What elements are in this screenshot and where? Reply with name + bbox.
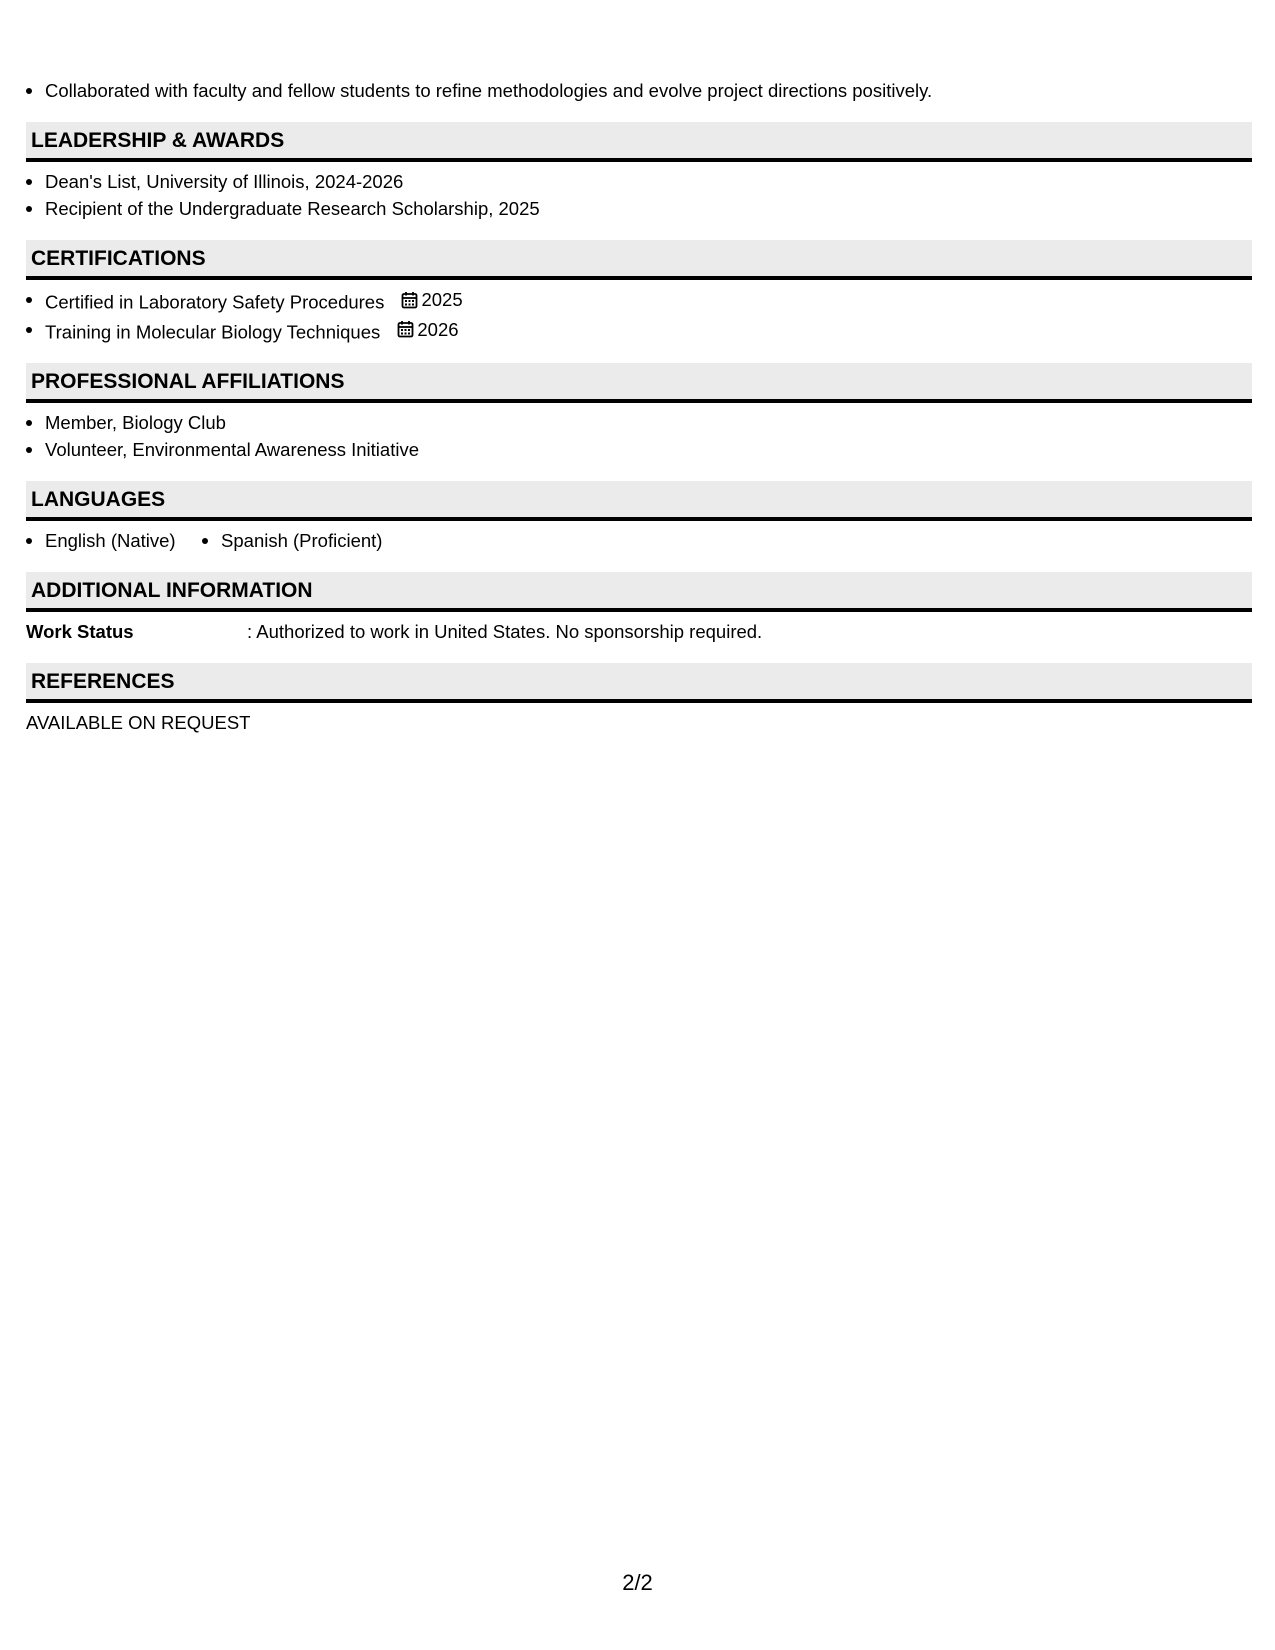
list-item: Volunteer, Environmental Awareness Initiative (26, 436, 1252, 463)
certification-name: Certified in Laboratory Safety Procedures (45, 291, 385, 313)
list-item: Member, Biology Club (26, 409, 1252, 436)
resume-page (26, 0, 1252, 736)
calendar-icon (401, 291, 418, 309)
page-number: 2/2 (622, 1570, 653, 1595)
project-bullets (26, 77, 1252, 104)
section-heading-additional: ADDITIONAL INFORMATION (26, 572, 1252, 612)
certification-item (26, 286, 1252, 316)
certification-name: Training in Molecular Biology Techniques (45, 321, 381, 342)
leadership-list (26, 168, 1252, 222)
section-heading-certifications: CERTIFICATIONS (26, 240, 1252, 280)
certification-year: 2025 (421, 289, 463, 310)
work-status-label: Work Status (26, 621, 134, 642)
language-item: English (Native) (26, 527, 176, 554)
certification-date (397, 316, 458, 343)
section-heading-leadership: LEADERSHIP & AWARDS (26, 122, 1252, 162)
work-status-value: : Authorized to work in United States. No sponsorship required. (247, 621, 763, 642)
certifications-list (26, 286, 1252, 345)
references-text: AVAILABLE ON REQUEST (26, 712, 251, 733)
calendar-icon (397, 320, 414, 338)
list-item: Dean's List, University of Illinois, 2024-2026 (26, 168, 1252, 195)
certification-date (401, 286, 462, 313)
list-item: Collaborated with faculty and fellow students to refine methodologies and evolve project directions positively. (26, 77, 1252, 104)
affiliations-list (26, 409, 1252, 463)
certification-year: 2026 (417, 318, 459, 340)
languages-list (26, 527, 1252, 554)
certification-item (26, 316, 1252, 346)
section-heading-references: REFERENCES (26, 663, 1252, 703)
language-item: Spanish (Proficient) (202, 527, 382, 554)
list-item: Recipient of the Undergraduate Research Scholarship, 2025 (26, 195, 1252, 222)
section-heading-languages: LANGUAGES (26, 481, 1252, 521)
work-status-row (26, 618, 1252, 645)
section-heading-affiliations: PROFESSIONAL AFFILIATIONS (26, 363, 1252, 403)
